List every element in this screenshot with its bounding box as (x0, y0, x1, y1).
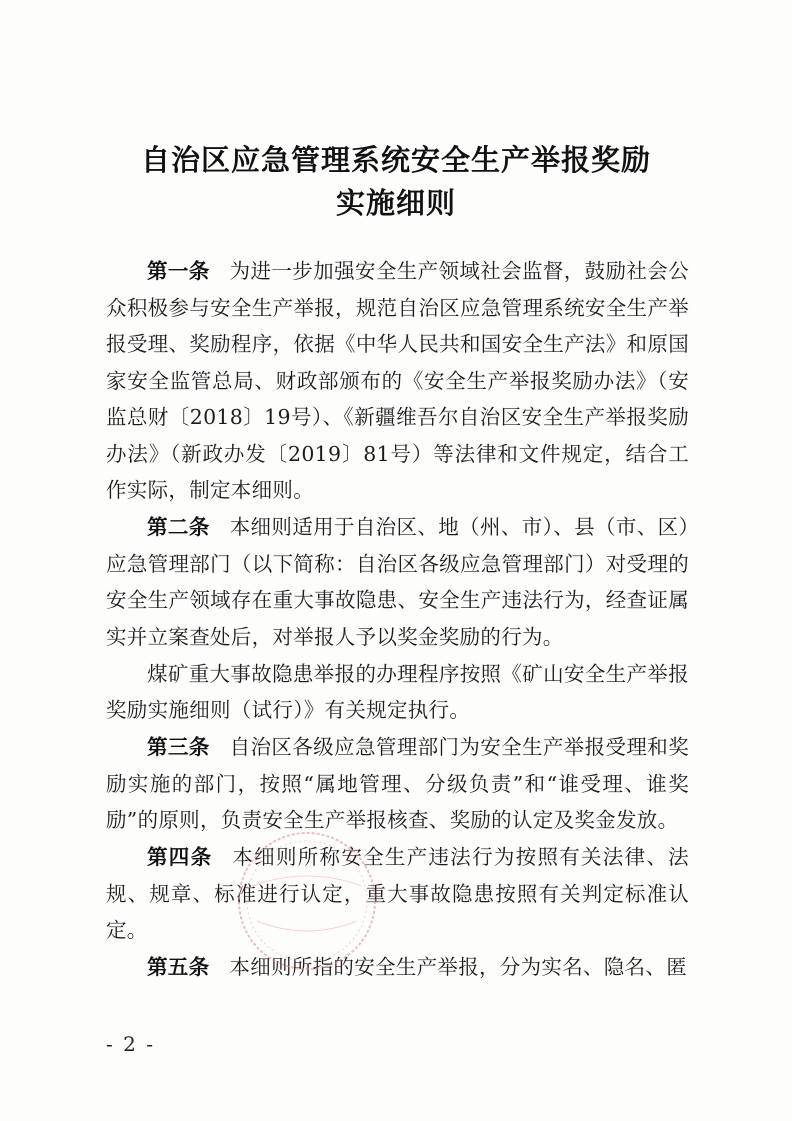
paragraph-text: 自治区各级应急管理部门为安全生产举报受理和奖励实施的部门，按照“属地管理、分级负责”和“谁受理、谁奖励”的原则，负责安全生产举报核查、奖励的认定及奖金发放。 (106, 735, 689, 832)
article-label: 第四条 (147, 845, 213, 869)
article-label: 第二条 (147, 515, 210, 539)
document-title-line1: 自治区应急管理系统安全生产举报奖励 (140, 143, 651, 177)
document-title-line2: 实施细则 (335, 186, 456, 220)
article-label: 第五条 (147, 955, 210, 979)
paragraph-article-2 (106, 509, 689, 655)
paragraph-text: 本细则适用于自治区、地（州、市）、县（市、区）应急管理部门（以下简称：自治区各级应急管理部门）对受理的安全生产领域存在重大事故隐患、安全生产违法行为，经查证属实并立案查处后，对举报人予以奖金奖励的行为。 (106, 515, 689, 649)
document-body (106, 253, 689, 986)
paragraph-article-4 (106, 839, 689, 949)
page-number: - 2 - (106, 1032, 155, 1056)
paragraph-text: 本细则所称安全生产违法行为按照有关法律、法规、规章、标准进行认定，重大事故隐患按照有关判定标准认定。 (106, 845, 689, 942)
paragraph-text: 本细则所指的安全生产举报，分为实名、隐名、匿 (229, 955, 688, 979)
paragraph-text: 为进一步加强安全生产领域社会监督，鼓励社会公众积极参与安全生产举报，规范自治区应急管理系统安全生产举报受理、奖励程序，依据《中华人民共和国安全生产法》和原国家安全监管总局、财政部颁布的《安全生产举报奖励办法》（安监总财〔2018〕19号）、《新疆维吾尔自治区安全生产举报奖励办法》（新政办发〔2019〕81号）等法律和文件规定，结合工作实际，制定本细则。 (106, 259, 689, 502)
paragraph-coal-mine (106, 656, 689, 729)
paragraph-text: 煤矿重大事故隐患举报的办理程序按照《矿山安全生产举报奖励实施细则（试行）》有关规定执行。 (106, 661, 689, 722)
paragraph-article-5 (106, 949, 689, 986)
paragraph-article-3 (106, 729, 689, 839)
article-label: 第三条 (147, 735, 210, 759)
article-label: 第一条 (147, 259, 210, 283)
paragraph-article-1 (106, 253, 689, 509)
